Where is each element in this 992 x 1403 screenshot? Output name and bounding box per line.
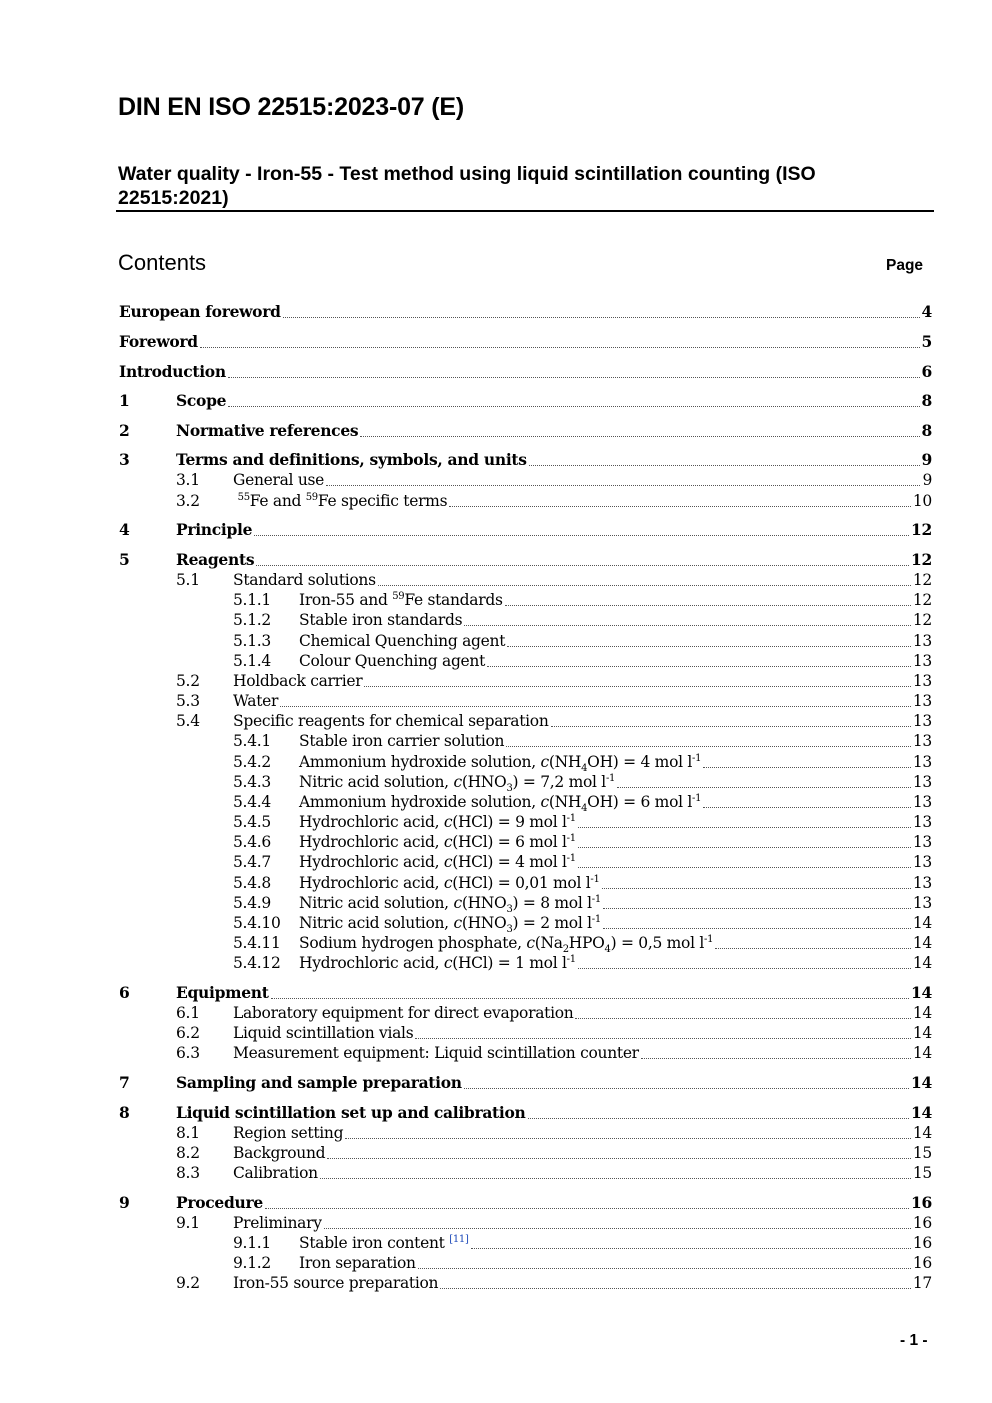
toc-label: Foreword: [119, 332, 198, 351]
toc-leader: [256, 564, 909, 566]
toc-leader: [578, 846, 911, 848]
toc-leader: [254, 534, 909, 536]
toc-entry-5-4-1[interactable]: [0, 731, 992, 751]
toc-leader: [578, 866, 911, 868]
toc-entry-8-1[interactable]: [0, 1123, 992, 1143]
toc-page: 9: [922, 471, 932, 489]
toc-number: 7: [119, 1073, 130, 1092]
toc-page: 16: [911, 1193, 932, 1212]
toc-number: 8: [119, 1103, 130, 1122]
toc-leader: [602, 887, 911, 889]
toc-entry-5-1-2[interactable]: [0, 610, 992, 630]
toc-label: Nitric acid solution, $c(HNO_3) = 7,2$ mol $l^{-1}$: [299, 772, 616, 795]
toc-number: 5.4.1: [233, 732, 271, 750]
toc-number: 9.2: [176, 1274, 200, 1292]
toc-label: Reagents: [176, 550, 255, 569]
toc-page: 16: [912, 1254, 932, 1272]
toc-label: Ammonium hydroxide solution, $c(NH_4OH) = 4$ mol $l^{-1}$: [299, 752, 702, 775]
toc-leader: [464, 624, 911, 626]
toc-entry-foreword[interactable]: [0, 332, 992, 352]
toc-entry-5-4-3[interactable]: [0, 772, 992, 795]
toc-entry-3-2[interactable]: [0, 491, 992, 511]
toc-page: 14: [912, 1004, 932, 1022]
toc-label: Calibration: [233, 1164, 318, 1182]
toc-leader: [415, 1037, 911, 1039]
toc-entry-6-3[interactable]: [0, 1043, 992, 1063]
toc-number: 5.4.12: [233, 954, 281, 972]
toc-number: 5.1: [176, 571, 200, 589]
toc-leader: [487, 665, 911, 667]
toc-page: 13: [912, 793, 932, 811]
toc-label: General use: [233, 471, 325, 489]
toc-number: 6.3: [176, 1044, 200, 1062]
toc-label: Holdback carrier: [233, 672, 363, 690]
toc-label: Procedure: [176, 1193, 263, 1212]
contents-heading: Contents: [118, 250, 207, 275]
toc-label: Region setting: [233, 1124, 344, 1142]
toc-leader: [505, 604, 911, 606]
toc-page: 14: [912, 934, 932, 952]
toc-leader: [360, 435, 919, 437]
toc-entry-3-1[interactable]: [0, 470, 992, 490]
toc-label: Scope: [176, 391, 227, 410]
toc-leader: [449, 505, 911, 507]
toc-label: Sampling and sample preparation: [176, 1073, 462, 1092]
toc-leader: [641, 1057, 911, 1059]
toc-leader: [464, 1087, 909, 1089]
toc-label: Hydrochloric acid, c(HCl) = 4 mol $l^{-1}$: [299, 852, 576, 871]
title-divider: [116, 210, 934, 212]
toc-number: 5: [119, 550, 130, 569]
toc-label: Standard solutions: [233, 571, 376, 589]
toc-number: 5.4.8: [233, 874, 271, 892]
toc-label: Preliminary: [233, 1214, 322, 1232]
toc-entry-5-4-5[interactable]: [0, 812, 992, 832]
toc-page: 5: [921, 332, 932, 351]
toc-number: 9.1.1: [233, 1234, 271, 1252]
reference-link[interactable]: [11]: [449, 1233, 469, 1245]
toc-number: 6.2: [176, 1024, 200, 1042]
toc-label: Colour Quenching agent: [299, 652, 486, 670]
toc-number: 5.1.3: [233, 632, 271, 650]
toc-entry-5-4-6[interactable]: [0, 832, 992, 852]
toc-label: $^{55}$Fe and $^{59}$Fe specific terms: [237, 491, 448, 510]
toc-number: 9.1: [176, 1214, 200, 1232]
toc-page: 15: [912, 1144, 932, 1162]
toc-leader: [551, 725, 911, 727]
toc-entry-5-reagents[interactable]: [0, 550, 992, 570]
toc-entry-9-1-1[interactable]: [0, 1233, 992, 1253]
toc-leader: [326, 484, 920, 486]
toc-entry-9-procedure[interactable]: [0, 1193, 992, 1213]
toc-leader: [578, 826, 911, 828]
toc-number: 5.4.6: [233, 833, 271, 851]
toc-page: 13: [912, 692, 932, 710]
toc-entry-9-1[interactable]: [0, 1213, 992, 1233]
toc-label: Normative references: [176, 421, 359, 440]
toc-leader: [418, 1267, 911, 1269]
toc-leader: [507, 645, 911, 647]
toc-leader: [345, 1137, 911, 1139]
toc-label: Iron separation: [299, 1254, 416, 1272]
toc-page: 10: [912, 492, 932, 510]
toc-page: 14: [911, 1073, 932, 1092]
toc-leader: [324, 1227, 911, 1229]
toc-number: 3.2: [176, 492, 200, 510]
toc-entry-5-1[interactable]: [0, 570, 992, 590]
toc-entry-european-foreword[interactable]: [0, 302, 992, 322]
toc-number: 9: [119, 1193, 130, 1212]
toc-page: 12: [912, 591, 932, 609]
toc-label: Principle: [176, 520, 253, 539]
toc-number: 2: [119, 421, 130, 440]
toc-leader: [471, 1247, 911, 1249]
toc-label: Liquid scintillation vials: [233, 1024, 414, 1042]
toc-label: Laboratory equipment for direct evaporation: [233, 1004, 574, 1022]
toc-page: 13: [912, 732, 932, 750]
toc-label: Hydrochloric acid, c(HCl) = 1 mol $l^{-1}$: [299, 953, 576, 972]
toc-entry-7-sampling[interactable]: [0, 1073, 992, 1093]
toc-number: 5.4.2: [233, 753, 271, 771]
toc-leader: [228, 405, 919, 407]
toc-page: 13: [912, 632, 932, 650]
toc-page: 13: [912, 874, 932, 892]
toc-leader: [575, 1017, 910, 1019]
toc-number: 5.4.7: [233, 853, 271, 871]
toc-entry-8-3[interactable]: [0, 1163, 992, 1183]
toc-number: 8.2: [176, 1144, 200, 1162]
toc-label: Nitric acid solution, $c(HNO_3) = 2$ mol $l^{-1}$: [299, 913, 601, 936]
toc-label: Measurement equipment: Liquid scintillation counter: [233, 1044, 639, 1062]
toc-entry-5-4-10[interactable]: [0, 913, 992, 936]
toc-leader: [617, 786, 911, 788]
toc-leader: [529, 464, 920, 466]
toc-entry-5-4-8[interactable]: [0, 873, 992, 893]
toc-leader: [703, 806, 911, 808]
toc-label: Hydrochloric acid, c(HCl) = 6 mol $l^{-1}$: [299, 832, 576, 851]
toc-number: 9.1.2: [233, 1254, 271, 1272]
toc-entry-5-4-4[interactable]: [0, 792, 992, 815]
toc-number: 5.4.9: [233, 894, 271, 912]
toc-label: Liquid scintillation set up and calibration: [176, 1103, 526, 1122]
toc-page: 16: [912, 1214, 932, 1232]
toc-leader: [715, 947, 911, 949]
toc-number: 5.3: [176, 692, 200, 710]
toc-entry-5-1-3[interactable]: [0, 631, 992, 651]
toc-leader: [283, 316, 920, 318]
toc-page: 14: [912, 954, 932, 972]
toc-leader: [228, 376, 920, 378]
toc-number: 5.4.5: [233, 813, 271, 831]
toc-page: 15: [912, 1164, 932, 1182]
toc-page: 12: [912, 571, 932, 589]
toc-label: Iron-55 source preparation: [233, 1274, 439, 1292]
toc-leader: [265, 1207, 909, 1209]
toc-page: 13: [912, 753, 932, 771]
toc-number: 5.4.4: [233, 793, 271, 811]
toc-label: Iron-55 and $^{59}$Fe standards: [299, 590, 503, 609]
document-title: DIN EN ISO 22515:2023-07 (E): [118, 93, 464, 121]
toc-number: 5.1.4: [233, 652, 271, 670]
toc-entry-6-equipment[interactable]: [0, 983, 992, 1003]
toc-label: Stable iron content [11]: [299, 1233, 469, 1252]
toc-entry-2-normative-references[interactable]: [0, 421, 992, 441]
toc-page: 12: [911, 550, 932, 569]
toc-entry-4-principle[interactable]: [0, 520, 992, 540]
toc-entry-8-2[interactable]: [0, 1143, 992, 1163]
toc-page: 9: [921, 450, 932, 469]
toc-leader: [603, 907, 911, 909]
toc-page: 6: [921, 362, 932, 381]
toc-entry-5-4-11[interactable]: [0, 933, 992, 956]
toc-leader: [280, 705, 911, 707]
page-number: - 1 -: [900, 1332, 928, 1349]
toc-page: 13: [912, 712, 932, 730]
toc-entry-1-scope[interactable]: [0, 391, 992, 411]
toc-entry-5-4-9[interactable]: [0, 893, 992, 916]
toc-leader: [320, 1177, 911, 1179]
toc-number: 5.4.11: [233, 934, 281, 952]
toc-entry-5-2[interactable]: [0, 671, 992, 691]
toc-leader: [271, 997, 909, 999]
toc-page: 13: [912, 773, 932, 791]
toc-page: 14: [911, 1103, 932, 1122]
toc-entry-9-2[interactable]: [0, 1273, 992, 1293]
toc-page: 14: [911, 983, 932, 1002]
toc-label: Stable iron carrier solution: [299, 732, 505, 750]
toc-label: Hydrochloric acid, c(HCl) = 9 mol $l^{-1}$: [299, 812, 576, 831]
toc-leader: [200, 346, 920, 348]
toc-leader: [703, 766, 911, 768]
toc-page: 14: [912, 914, 932, 932]
toc-entry-introduction[interactable]: [0, 362, 992, 382]
toc-entry-5-4-12[interactable]: [0, 953, 992, 973]
toc-number: 6.1: [176, 1004, 200, 1022]
toc-number: 6: [119, 983, 130, 1002]
toc-page: 13: [912, 672, 932, 690]
toc-label: Sodium hydrogen phosphate, $c(Na_2HPO_4) = 0,5$ mol $l^{-1}$: [299, 933, 714, 956]
toc-number: 3.1: [176, 471, 200, 489]
toc-entry-5-4-2[interactable]: [0, 752, 992, 775]
toc-page: 4: [921, 302, 932, 321]
toc-entry-5-4[interactable]: [0, 711, 992, 731]
toc-entry-6-2[interactable]: [0, 1023, 992, 1043]
toc-label: Chemical Quenching agent: [299, 632, 506, 650]
toc-number: 1: [119, 391, 130, 410]
toc-number: 5.4.3: [233, 773, 271, 791]
toc-number: 5.1.2: [233, 611, 271, 629]
toc-label: Equipment: [176, 983, 269, 1002]
toc-entry-8-calibration[interactable]: [0, 1103, 992, 1123]
toc-page: 14: [912, 1044, 932, 1062]
toc-page: 12: [911, 520, 932, 539]
toc-page: 13: [912, 894, 932, 912]
toc-leader: [364, 685, 911, 687]
toc-entry-6-1[interactable]: [0, 1003, 992, 1023]
toc-label: Specific reagents for chemical separation: [233, 712, 549, 730]
toc-page: 13: [912, 813, 932, 831]
toc-label: Introduction: [119, 362, 226, 381]
toc-leader: [327, 1157, 911, 1159]
toc-page: 8: [921, 421, 932, 440]
toc-entry-5-1-4[interactable]: [0, 651, 992, 671]
toc-leader: [506, 745, 911, 747]
toc-page: 8: [921, 391, 932, 410]
toc-page: 16: [912, 1234, 932, 1252]
toc-leader: [578, 967, 911, 969]
toc-label: European foreword: [119, 302, 281, 321]
toc-leader: [528, 1117, 910, 1119]
toc-number: 5.4: [176, 712, 200, 730]
toc-page: 13: [912, 853, 932, 871]
toc-label: Ammonium hydroxide solution, $c(NH_4OH) = 6$ mol $l^{-1}$: [299, 792, 702, 815]
toc-leader: [440, 1287, 911, 1289]
toc-page: 14: [912, 1024, 932, 1042]
toc-page: 12: [912, 611, 932, 629]
toc-label: Nitric acid solution, $c(HNO_3) = 8$ mol $l^{-1}$: [299, 893, 601, 916]
toc-number: 5.2: [176, 672, 200, 690]
toc-label: Stable iron standards: [299, 611, 463, 629]
toc-number: 3: [119, 450, 130, 469]
toc-leader: [603, 927, 911, 929]
toc-number: 5.4.10: [233, 914, 281, 932]
toc-page: 13: [912, 833, 932, 851]
toc-entry-5-4-7[interactable]: [0, 852, 992, 872]
toc-entry-9-1-2[interactable]: [0, 1253, 992, 1273]
toc-entry-5-1-1[interactable]: [0, 590, 992, 610]
toc-page: 17: [912, 1274, 932, 1292]
toc-number: 8.3: [176, 1164, 200, 1182]
toc-label: Hydrochloric acid, c(HCl) = 0,01 mol $l^{-1}$: [299, 873, 600, 892]
toc-number: 8.1: [176, 1124, 200, 1142]
toc-label: Background: [233, 1144, 326, 1162]
toc-label: Water: [233, 692, 279, 710]
toc-label: Terms and definitions, symbols, and units: [176, 450, 527, 469]
toc-entry-5-3[interactable]: [0, 691, 992, 711]
document-subtitle: Water quality - Iron-55 - Test method using liquid scintillation counting (ISO 22515:2021): [118, 163, 816, 209]
toc-leader: [378, 584, 911, 586]
toc-page: 14: [912, 1124, 932, 1142]
toc-number: 4: [119, 520, 130, 539]
toc-number: 5.1.1: [233, 591, 271, 609]
toc-page: 13: [912, 652, 932, 670]
page-column-heading: Page: [886, 257, 924, 274]
toc-entry-3-terms[interactable]: [0, 450, 992, 470]
